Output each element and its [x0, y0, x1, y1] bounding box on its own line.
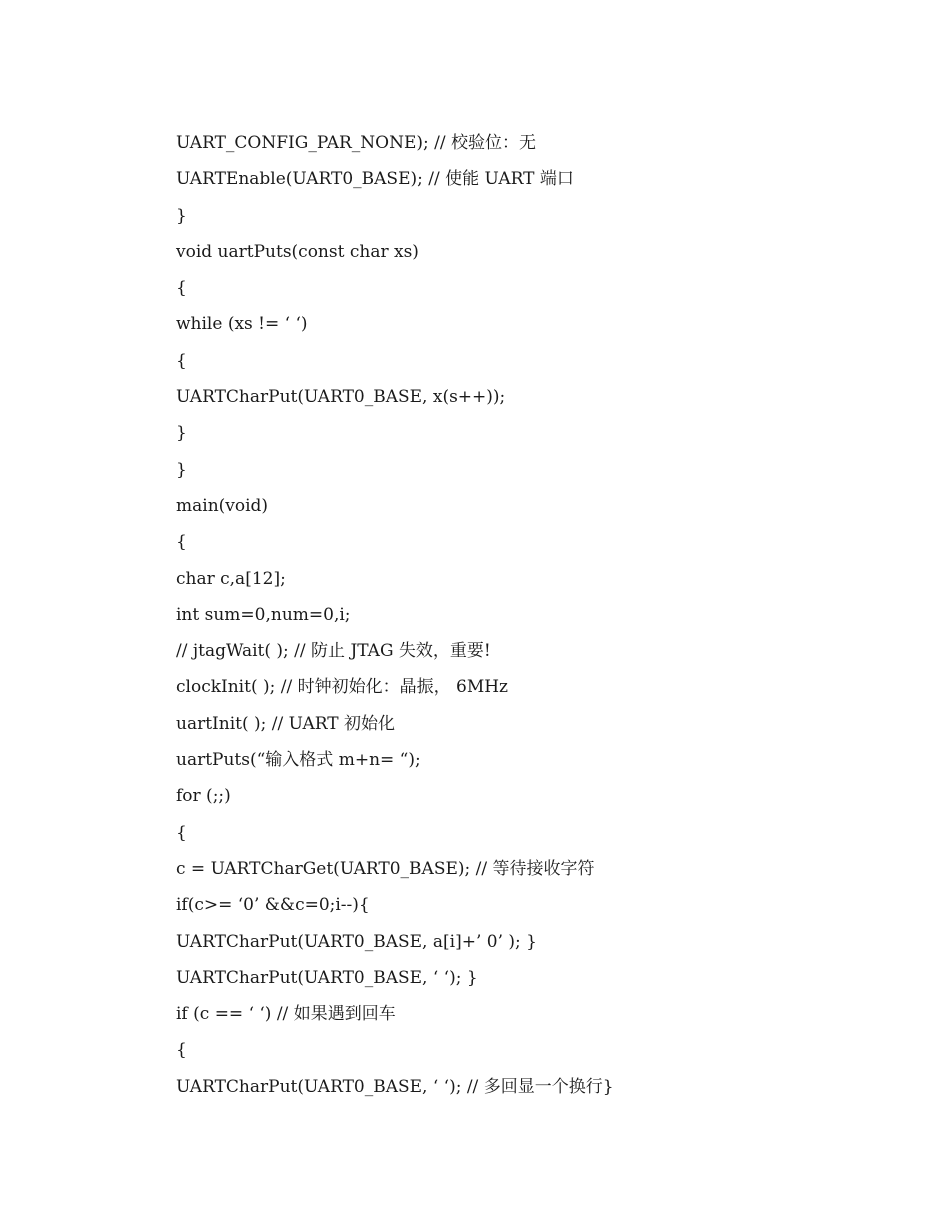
code-line: UARTCharPut(UART0_BASE, x(s++));: [176, 387, 506, 408]
code-line: }: [176, 459, 187, 480]
code-line: while (xs != ‘ ‘): [176, 314, 308, 335]
code-line: c = UARTCharGet(UART0_BASE); // 等待接收字符: [176, 858, 595, 879]
code-line: // jtagWait( ); // 防止 JTAG 失效，重要!: [176, 641, 491, 662]
code-line: UARTCharPut(UART0_BASE, ‘ ‘); // 多回显一个换行}: [176, 1076, 614, 1097]
code-line: }: [176, 423, 187, 444]
code-line: {: [176, 1040, 187, 1061]
code-line: UARTCharPut(UART0_BASE, a[i]+’ 0’ ); }: [176, 931, 537, 952]
code-line: }: [176, 205, 187, 226]
code-line: {: [176, 278, 187, 299]
code-line: int sum=0,num=0,i;: [176, 604, 351, 625]
code-line: UARTCharPut(UART0_BASE, ‘ ‘); }: [176, 967, 478, 988]
code-line: if (c == ‘ ‘) // 如果遇到回车: [176, 1004, 396, 1025]
code-line: UARTEnable(UART0_BASE); // 使能 UART 端口: [176, 169, 574, 190]
code-line: char c,a[12];: [176, 568, 286, 589]
code-line: if(c>= ‘0’ &&c=0;i--){: [176, 895, 370, 916]
code-line: for (;;): [176, 786, 231, 807]
code-line: main(void): [176, 495, 269, 516]
code-line: uartInit( ); // UART 初始化: [176, 713, 395, 734]
code-line: {: [176, 822, 187, 843]
code-line: {: [176, 532, 187, 553]
code-line: uartPuts(“输入格式 m+n= “);: [176, 750, 421, 771]
code-line: {: [176, 350, 187, 371]
code-line: void uartPuts(const char xs): [176, 241, 419, 262]
code-listing: [176, 125, 896, 1105]
code-line: clockInit( ); // 时钟初始化：晶振， 6MHz: [176, 677, 509, 698]
code-line: UART_CONFIG_PAR_NONE); // 校验位：无: [176, 133, 537, 153]
